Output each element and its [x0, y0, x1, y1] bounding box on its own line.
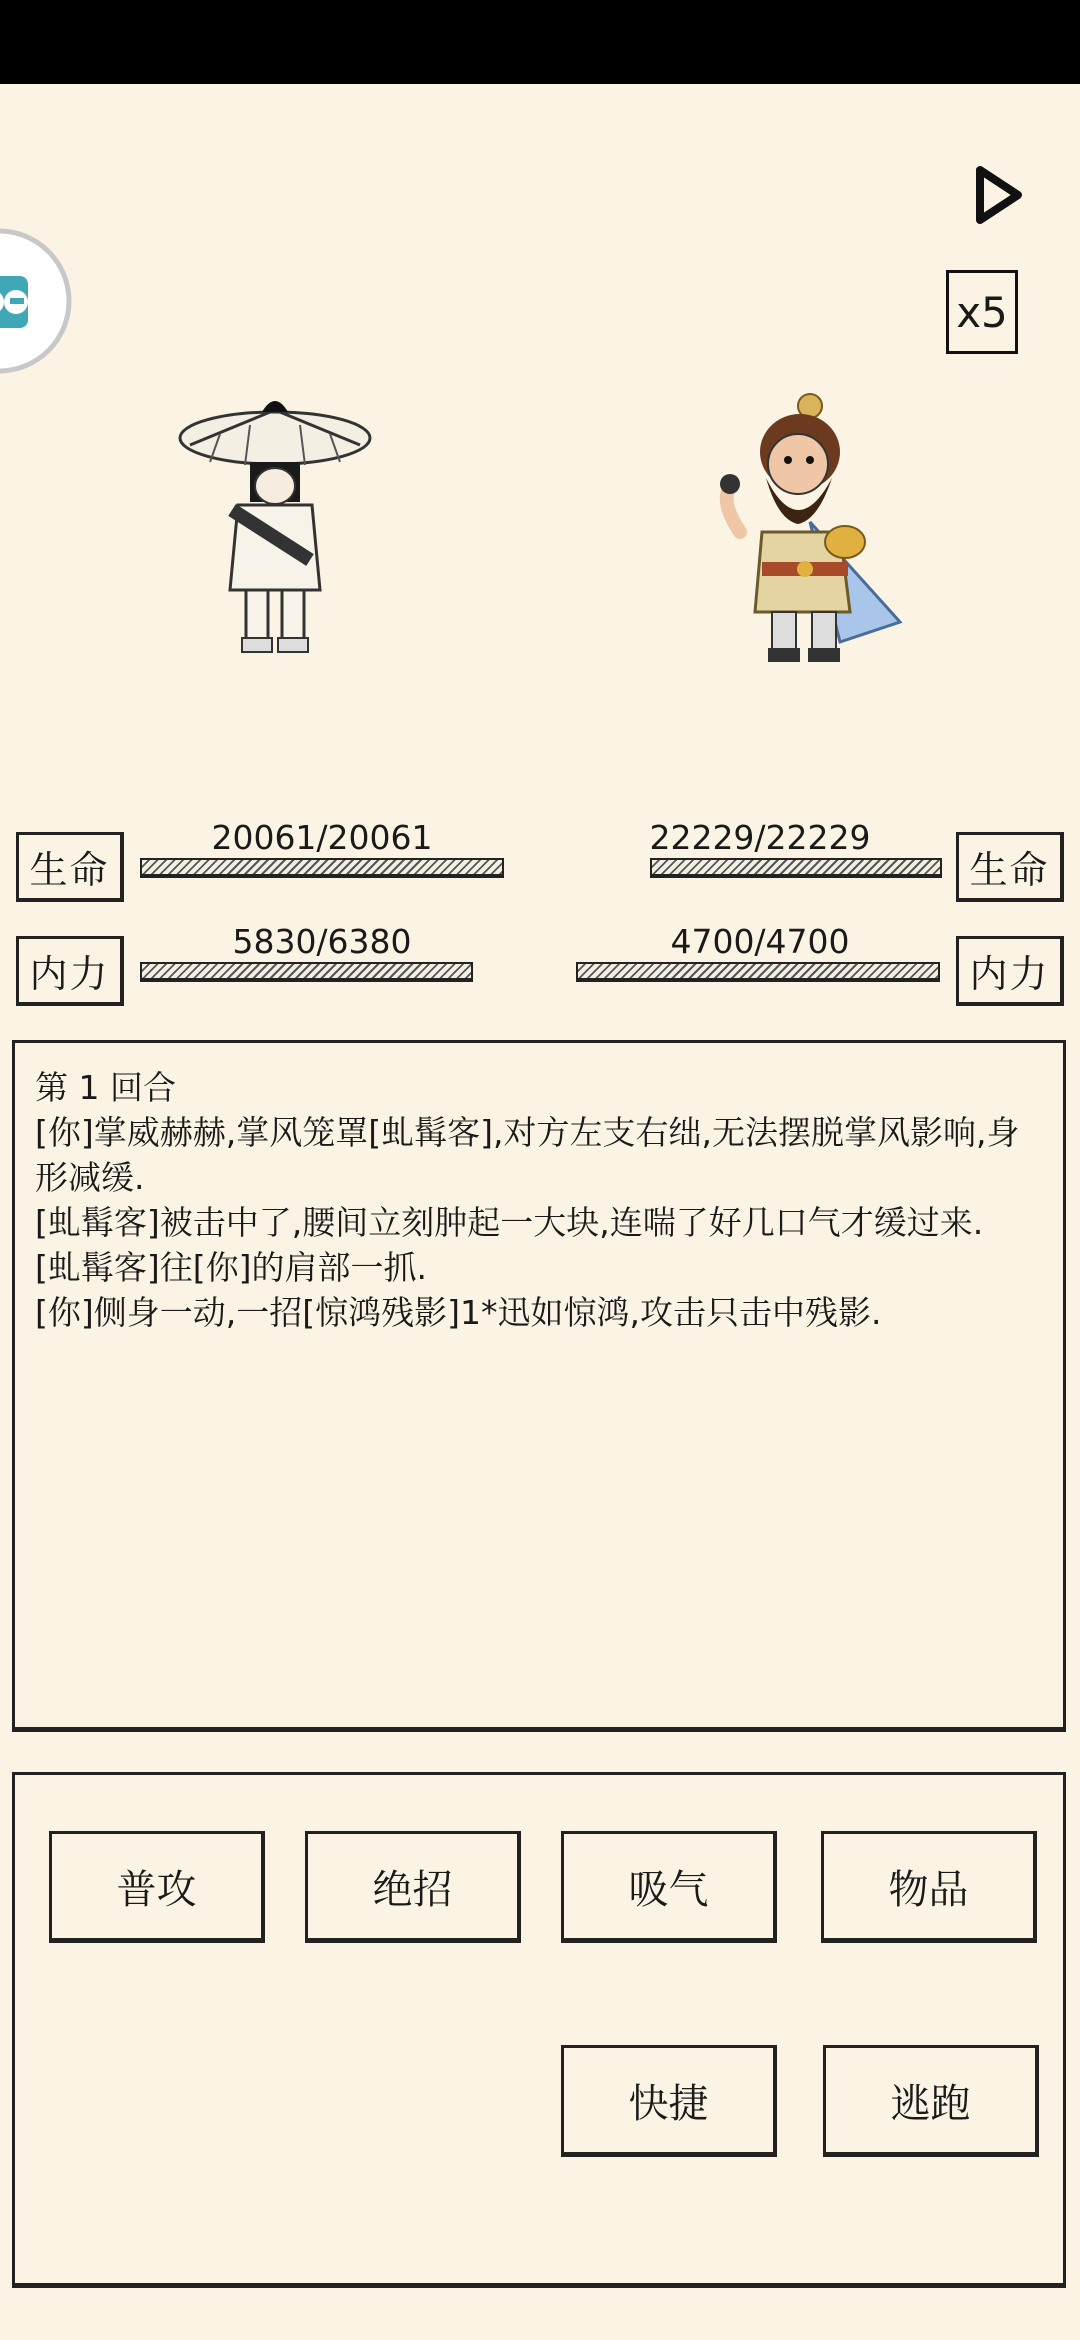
enemy-mp-bar [576, 962, 940, 982]
items-button[interactable]: 物品 [821, 1831, 1037, 1943]
flee-button[interactable]: 逃跑 [823, 2045, 1039, 2157]
player-mp-label-text: 内力 [29, 952, 110, 996]
player-mp-label [16, 936, 124, 1006]
ultimate-button[interactable]: 绝招 [305, 1831, 521, 1943]
enemy-mp-value: 4700/4700 [670, 922, 850, 961]
shortcut-button[interactable]: 快捷 [561, 2045, 777, 2157]
player-hp-value: 20061/20061 [211, 818, 433, 857]
player-hp-bar [140, 858, 504, 878]
enemy-character [700, 392, 910, 672]
speed-button[interactable] [946, 270, 1018, 354]
enemy-hp-value: 22229/22229 [649, 818, 871, 857]
breathe-button[interactable]: 吸气 [561, 1831, 777, 1943]
enemy-mp-label-text: 内力 [969, 952, 1050, 996]
player-character [170, 390, 390, 670]
log-line: [虬髯客]被击中了,腰间立刻肿起一大块,连喘了好几口气才缓过来. [35, 1203, 984, 1242]
side-badge-icon[interactable] [0, 228, 72, 374]
log-line: 第 1 回合 [35, 1068, 176, 1107]
player-mp-value: 5830/6380 [232, 922, 412, 961]
player-hp-label [16, 832, 124, 902]
enemy-hp-label [956, 832, 1064, 902]
enemy-mp-label [956, 936, 1064, 1006]
log-line: [虬髯客]往[你]的肩部一抓. [35, 1248, 427, 1287]
log-line: [你]掌威赫赫,掌风笼罩[虬髯客],对方左支右绌,无法摆脱掌风影响,身形减缓. [35, 1113, 1020, 1197]
enemy-hp-bar [650, 858, 942, 878]
command-panel [12, 1772, 1066, 2288]
log-line: [你]侧身一动,一招[惊鸿残影]1*迅如惊鸿,攻击只击中残影. [35, 1293, 882, 1332]
play-icon[interactable] [962, 160, 1032, 230]
enemy-hp-label-text: 生命 [969, 848, 1050, 892]
battle-log[interactable] [12, 1040, 1066, 1732]
status-bar [0, 0, 1080, 84]
player-mp-bar [140, 962, 473, 982]
player-hp-label-text: 生命 [29, 848, 110, 892]
attack-button[interactable]: 普攻 [49, 1831, 265, 1943]
speed-label: x5 [956, 287, 1008, 337]
